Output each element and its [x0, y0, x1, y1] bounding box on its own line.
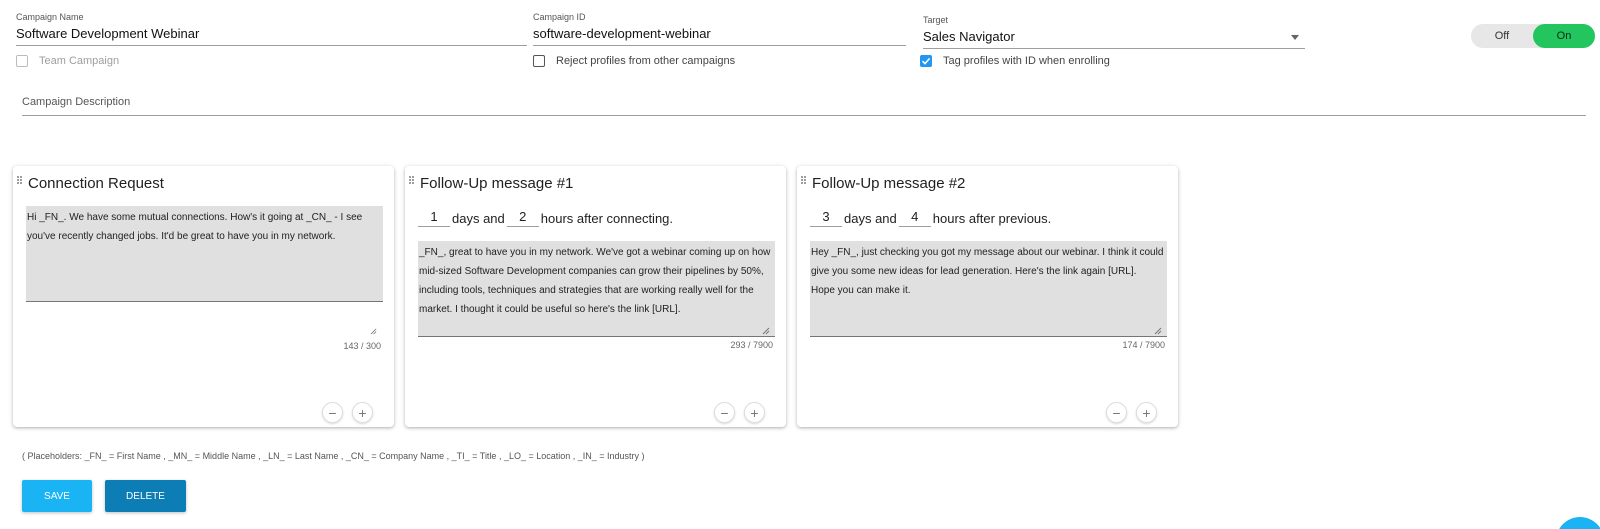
character-count: 174 / 7900: [1122, 340, 1165, 350]
save-button[interactable]: SAVE: [22, 480, 92, 512]
drag-handle-icon[interactable]: [409, 176, 415, 188]
campaign-description-label: Campaign Description: [22, 96, 131, 108]
toggle-on-option[interactable]: On: [1533, 24, 1595, 48]
add-step-button[interactable]: [1136, 402, 1157, 423]
minus-icon: −: [1112, 404, 1121, 421]
minus-icon: −: [328, 404, 337, 421]
resize-grip-icon[interactable]: [1154, 327, 1162, 335]
plus-icon: +: [750, 404, 759, 421]
follow-up-2-card: [797, 166, 1178, 427]
plus-icon: +: [1142, 404, 1151, 421]
campaign-name-label: Campaign Name: [16, 12, 84, 22]
checkbox-unchecked-icon: [16, 55, 28, 67]
message-textarea[interactable]: _FN_, great to have you in my network. We've got a webinar coming up on how mid-sized Software Development companies can grow their pipelines by 50%, including tools, techniques and strategies that are working really well for the market. I thought it could be useful so here's the link [URL].: [418, 241, 775, 337]
caret-down-icon: [1291, 35, 1299, 40]
remove-step-button[interactable]: [322, 402, 343, 423]
target-select-box[interactable]: [923, 26, 1305, 49]
timing-row: [810, 209, 1051, 227]
hours-input[interactable]: 2: [507, 209, 539, 227]
plus-icon: +: [358, 404, 367, 421]
add-step-button[interactable]: [352, 402, 373, 423]
days-text: days and: [452, 210, 505, 226]
connection-request-card: [13, 166, 394, 427]
toggle-off-option[interactable]: Off: [1494, 30, 1510, 42]
campaign-name-field[interactable]: [16, 12, 527, 46]
remove-step-button[interactable]: [714, 402, 735, 423]
reject-profiles-checkbox[interactable]: [533, 55, 735, 67]
team-campaign-label: Team Campaign: [39, 55, 120, 67]
hours-text: hours after connecting.: [540, 210, 674, 226]
drag-handle-icon[interactable]: [17, 176, 23, 188]
team-campaign-checkbox[interactable]: [16, 55, 119, 67]
floating-action-button[interactable]: [1556, 517, 1600, 529]
character-count: 143 / 300: [343, 341, 381, 351]
hours-input[interactable]: 4: [899, 209, 931, 227]
remove-step-button[interactable]: [1106, 402, 1127, 423]
campaign-id-label: Campaign ID: [533, 12, 586, 22]
resize-grip-icon[interactable]: [370, 328, 377, 335]
reject-profiles-label: Reject profiles from other campaigns: [556, 55, 736, 67]
follow-up-1-card: [405, 166, 786, 427]
campaign-id-input[interactable]: software-development-webinar: [533, 23, 906, 46]
target-value: Sales Navigator: [923, 29, 1015, 44]
target-select[interactable]: [923, 15, 1305, 49]
message-textarea[interactable]: Hey _FN_, just checking you got my message about our webinar. I think it could give you some new ideas for lead generation. Here's the link again [URL]. Hope you can make it.: [810, 241, 1167, 337]
delete-button[interactable]: DELETE: [105, 480, 186, 512]
days-input[interactable]: 1: [418, 209, 450, 227]
message-textarea[interactable]: Hi _FN_. We have some mutual connections. How's it going at _CN_ - I see you've recently changed jobs. It'd be great to have you in my network.: [26, 206, 383, 302]
resize-grip-icon[interactable]: [762, 327, 770, 335]
character-count: 293 / 7900: [730, 340, 773, 350]
campaign-description-field[interactable]: [22, 96, 1586, 116]
checkbox-checked-icon: [920, 55, 932, 67]
days-text: days and: [844, 210, 897, 226]
on-off-toggle[interactable]: [1471, 24, 1595, 48]
card-title: Follow-Up message #1: [420, 175, 574, 192]
tag-profiles-checkbox[interactable]: [920, 55, 1110, 67]
campaign-id-field[interactable]: [533, 12, 906, 46]
add-step-button[interactable]: [744, 402, 765, 423]
target-label: Target: [923, 15, 949, 25]
minus-icon: −: [720, 404, 729, 421]
card-title: Follow-Up message #2: [812, 175, 966, 192]
card-title: Connection Request: [28, 175, 164, 192]
timing-row: [418, 209, 673, 227]
days-input[interactable]: 3: [810, 209, 842, 227]
drag-handle-icon[interactable]: [801, 176, 807, 188]
hours-text: hours after previous.: [932, 210, 1052, 226]
placeholders-legend: ( Placeholders: _FN_ = First Name , _MN_ = Middle Name , _LN_ = Last Name , _CN_ = Company Name , _TI_ = Title , _LO_ = Location , _IN_ = Industry ): [22, 451, 645, 461]
campaign-name-input[interactable]: Software Development Webinar: [16, 23, 527, 46]
checkbox-unchecked-icon: [533, 55, 545, 67]
tag-profiles-label: Tag profiles with ID when enrolling: [943, 55, 1110, 67]
